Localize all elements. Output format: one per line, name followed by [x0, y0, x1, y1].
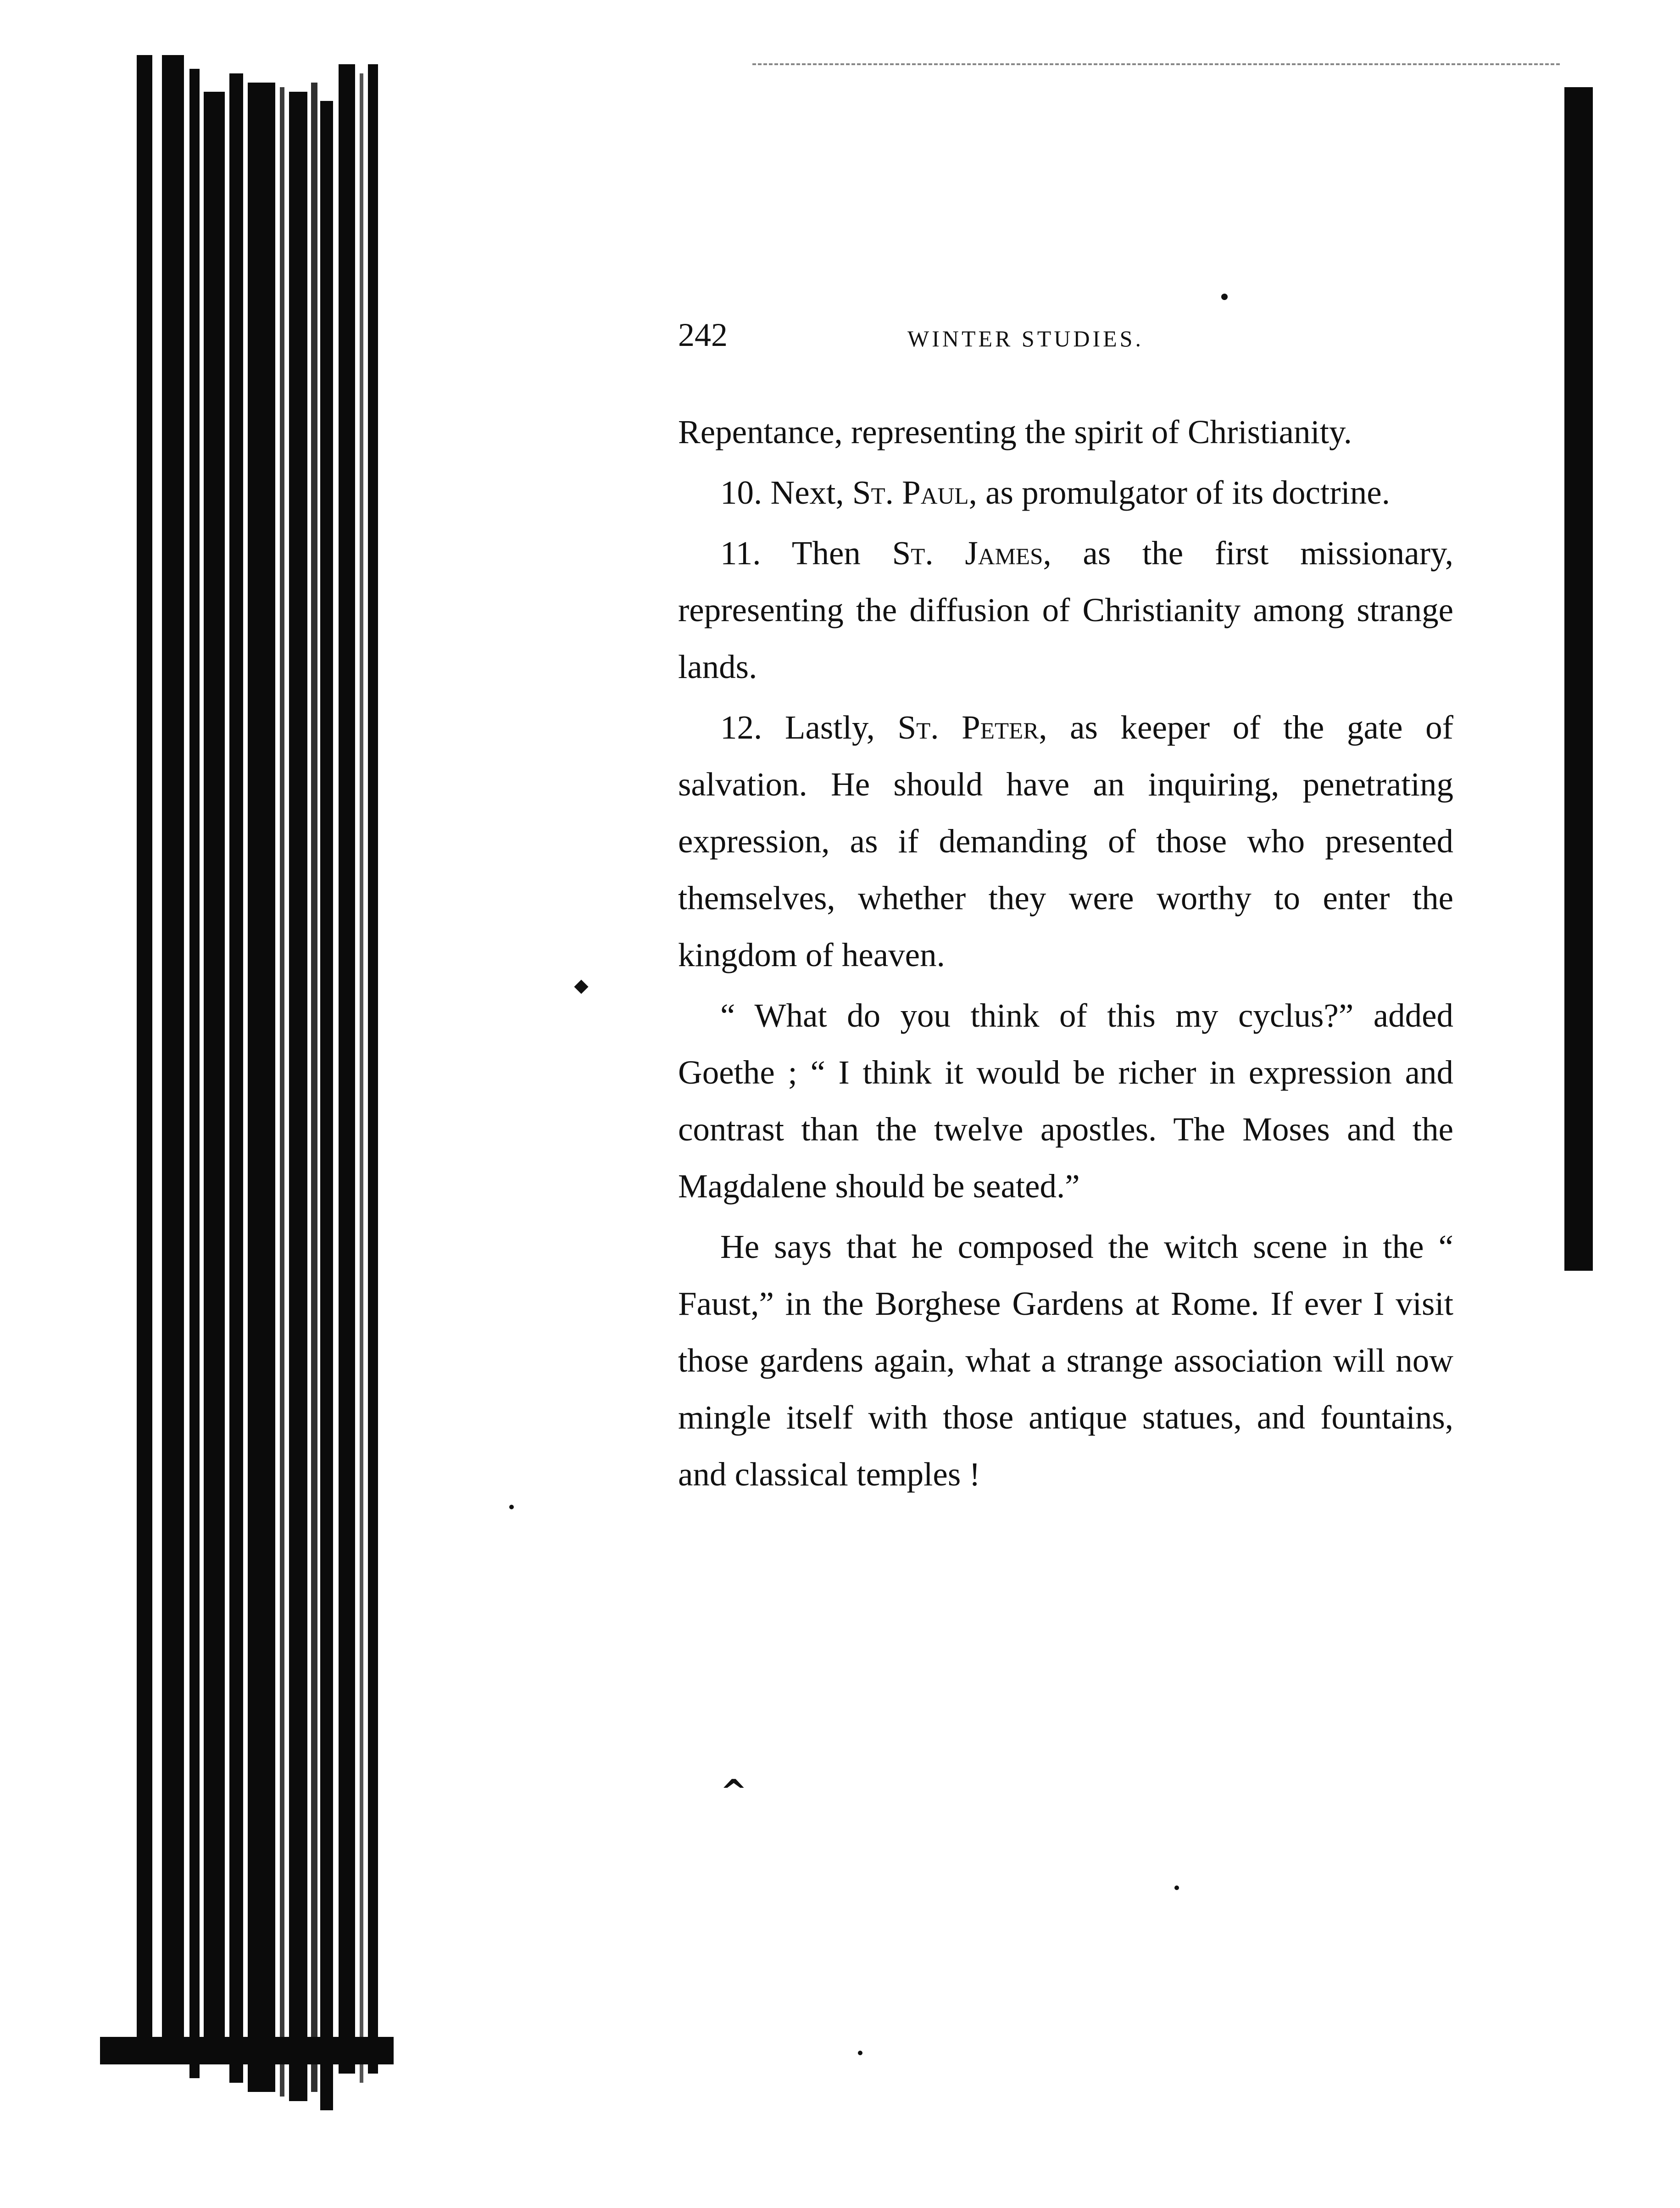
- right-page-edge: [1564, 87, 1593, 1271]
- binding-stripe: [137, 55, 152, 2064]
- scan-artifact-line: [752, 63, 1560, 65]
- paragraph: [678, 525, 1453, 695]
- binding-stripe: [189, 69, 200, 2078]
- binding-stripe: [360, 73, 363, 2083]
- caret-mark-icon: ^: [720, 1773, 747, 1810]
- paragraph-text: , as promulgator of its doctrine.: [968, 474, 1390, 511]
- running-head: WINTER STUDIES.: [907, 326, 1144, 351]
- page-header: [678, 312, 1458, 358]
- paragraph-text: , as the first missionary, representing the diffusion of Christianity among strange lands.: [678, 534, 1454, 685]
- paragraph: [678, 699, 1453, 984]
- paragraph: [678, 464, 1453, 521]
- binding-stripe: [320, 101, 333, 2110]
- paragraph: Repentance, representing the spirit of Christianity.: [678, 413, 1352, 450]
- saint-name: St. Paul: [852, 474, 969, 511]
- binding-stripe: [368, 64, 378, 2074]
- scan-speck: [858, 2051, 862, 2055]
- binding-stripe: [162, 55, 184, 2064]
- scan-speck: [509, 1505, 514, 1509]
- scan-speck: [1174, 1885, 1179, 1890]
- saint-name: St. Peter: [897, 709, 1039, 746]
- binding-stripe: [204, 92, 225, 2064]
- paragraph: He says that he composed the witch scene in the “ Faust,” in the Borghese Gardens at Rome. If ever I visit those gardens again, what a strange association will now mingle itself with those antique statues, and fountains, and classical temples !: [678, 1228, 1453, 1493]
- paragraph-text: 11. Then: [720, 534, 892, 572]
- binding-stripe: [280, 87, 284, 2097]
- binding-bottom-band: [100, 2037, 394, 2064]
- binding-stripe: [339, 64, 355, 2074]
- scan-speck: [1221, 294, 1228, 300]
- paragraph: “ What do you think of this my cyclus?” added Goethe ; “ I think it would be richer in expression and contrast than the twelve apostles. The Moses and the Magdalene should be seated.”: [678, 997, 1453, 1205]
- binding-stripe: [311, 83, 317, 2092]
- page-binding-edge: [100, 55, 394, 2064]
- page-number: 242: [678, 317, 728, 353]
- binding-stripe: [229, 73, 243, 2083]
- paragraph-text: 10. Next,: [720, 474, 852, 511]
- binding-stripe: [248, 83, 275, 2092]
- paragraph-text: , as keeper of the gate of salvation. He should have an inquiring, penetrating expression, as if demanding of those who presented themselves, whether they were worthy to enter the kingdom of heaven.: [678, 709, 1453, 973]
- binding-stripe: [289, 92, 307, 2101]
- scan-speck: [574, 979, 588, 994]
- saint-name: St. James: [892, 534, 1043, 572]
- paragraph-text: 12. Lastly,: [720, 709, 898, 746]
- body-text: [678, 404, 1453, 1507]
